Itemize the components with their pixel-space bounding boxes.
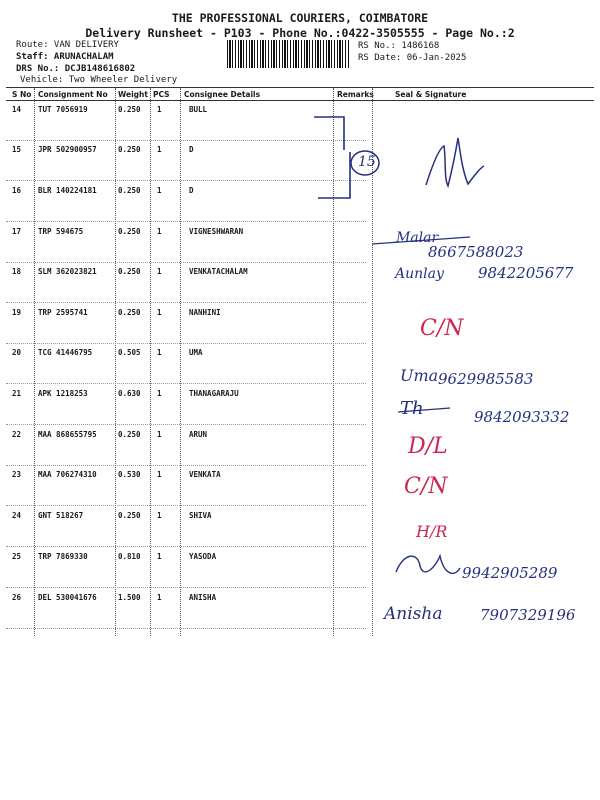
circled-number: 15 (358, 154, 376, 170)
row-sno: 15 (12, 145, 22, 154)
row-sno: 25 (12, 552, 22, 561)
row-consignment-no: MAA 706274310 (38, 470, 97, 479)
row-sno: 26 (12, 593, 22, 602)
col-header-seal: Seal & Signature (395, 90, 467, 99)
row-consignee: VENKATA (189, 470, 221, 479)
receiver-phone: 9629985583 (438, 370, 534, 388)
row-pcs: 1 (157, 227, 162, 236)
receiver-name: Th (400, 398, 424, 419)
receiver-name: Aunlay (395, 266, 444, 282)
row-pcs: 1 (157, 348, 162, 357)
col-header-weight: Weight (118, 90, 148, 99)
row-weight: 0.250 (118, 145, 141, 154)
remark-hr: H/R (416, 522, 448, 541)
row-weight: 0.250 (118, 511, 141, 520)
signature-scrawl (396, 556, 460, 573)
row-consignment-no: APK 1218253 (38, 389, 88, 398)
signature-scrawl (426, 138, 484, 186)
receiver-name: Malar (396, 230, 439, 246)
row-consignee: UMA (189, 348, 203, 357)
bracket-mark (318, 152, 350, 198)
receiver-phone: 7907329196 (480, 606, 576, 624)
bracket-mark (314, 117, 344, 150)
row-consignment-no: JPR 502900957 (38, 145, 97, 154)
row-weight: 1.500 (118, 593, 141, 602)
rs-date: RS Date: 06-Jan-2025 (358, 53, 467, 63)
row-consignee: BULL (189, 105, 208, 114)
row-consignment-no: TRP 594675 (38, 227, 84, 236)
remark-cn: C/N (420, 316, 464, 341)
row-consignment-no: GNT 518267 (38, 511, 84, 520)
row-consignee: NANHINI (189, 308, 221, 317)
row-sno: 18 (12, 267, 22, 276)
row-weight: 0.505 (118, 348, 141, 357)
remark-dl: D/L (408, 434, 448, 459)
row-pcs: 1 (157, 430, 162, 439)
staff-label: Staff: ARUNACHALAM (16, 52, 114, 62)
receiver-name: Uma (400, 366, 439, 385)
runsheet-title: Delivery Runsheet - P103 - Phone No.:0422-3505555 - Page No.:2 (85, 26, 515, 40)
row-weight: 0.250 (118, 308, 141, 317)
row-pcs: 1 (157, 145, 162, 154)
vehicle-label: Vehicle: Two Wheeler Delivery (20, 75, 178, 85)
row-sno: 22 (12, 430, 22, 439)
row-consignee: SHIVA (189, 511, 212, 520)
row-consignment-no: SLM 362023821 (38, 267, 97, 276)
row-weight: 0.630 (118, 389, 141, 398)
receiver-phone: 9842093332 (474, 408, 570, 426)
route-label: Route: VAN DELIVERY (16, 40, 119, 50)
row-pcs: 1 (157, 470, 162, 479)
row-consignee: D (189, 145, 194, 154)
row-consignment-no: TRP 2595741 (38, 308, 88, 317)
col-header-pcs: PCS (153, 90, 170, 99)
row-weight: 0.250 (118, 267, 141, 276)
row-weight: 0.250 (118, 430, 141, 439)
row-consignee: D (189, 186, 194, 195)
row-pcs: 1 (157, 186, 162, 195)
remark-cn: C/N (404, 474, 448, 499)
row-weight: 0.250 (118, 227, 141, 236)
row-sno: 19 (12, 308, 22, 317)
row-weight: 0.530 (118, 470, 141, 479)
col-header-remarks: Remarks (337, 90, 374, 99)
col-header-consignee: Consignee Details (184, 90, 261, 99)
row-pcs: 1 (157, 105, 162, 114)
drs-number: DRS No.: DCJB148616802 (16, 64, 136, 74)
row-weight: 0.250 (118, 186, 141, 195)
row-consignment-no: MAA 868655795 (38, 430, 97, 439)
row-pcs: 1 (157, 511, 162, 520)
row-consignee: YASODA (189, 552, 217, 561)
row-sno: 24 (12, 511, 22, 520)
row-sno: 17 (12, 227, 22, 236)
row-consignment-no: TUT 7056919 (38, 105, 88, 114)
row-consignee: ANISHA (189, 593, 217, 602)
row-pcs: 1 (157, 389, 162, 398)
rs-number: RS No.: 1486168 (358, 41, 440, 51)
row-sno: 16 (12, 186, 22, 195)
row-weight: 0.810 (118, 552, 141, 561)
company-title: THE PROFESSIONAL COURIERS, COIMBATORE (171, 11, 429, 25)
receiver-phone: 8667588023 (428, 243, 524, 261)
receiver-phone: 9942905289 (462, 564, 558, 582)
row-consignee: ARUN (189, 430, 208, 439)
row-consignee: VENKATACHALAM (189, 267, 248, 276)
row-weight: 0.250 (118, 105, 141, 114)
row-pcs: 1 (157, 267, 162, 276)
row-consignment-no: TRP 7869330 (38, 552, 88, 561)
row-sno: 20 (12, 348, 22, 357)
row-consignment-no: DEL 530041676 (38, 593, 97, 602)
receiver-phone: 9842205677 (478, 264, 574, 282)
col-header-sno: S No (12, 90, 32, 99)
row-consignee: VIGNESHWARAN (189, 227, 244, 236)
row-pcs: 1 (157, 552, 162, 561)
row-consignee: THANAGARAJU (189, 389, 239, 398)
row-consignment-no: TCG 41446795 (38, 348, 93, 357)
row-pcs: 1 (157, 308, 162, 317)
row-consignment-no: BLR 140224181 (38, 186, 97, 195)
row-sno: 23 (12, 470, 22, 479)
row-sno: 21 (12, 389, 22, 398)
receiver-name: Anisha (384, 604, 443, 624)
col-header-consignment: Consignment No (38, 90, 108, 99)
row-pcs: 1 (157, 593, 162, 602)
row-sno: 14 (12, 105, 22, 114)
